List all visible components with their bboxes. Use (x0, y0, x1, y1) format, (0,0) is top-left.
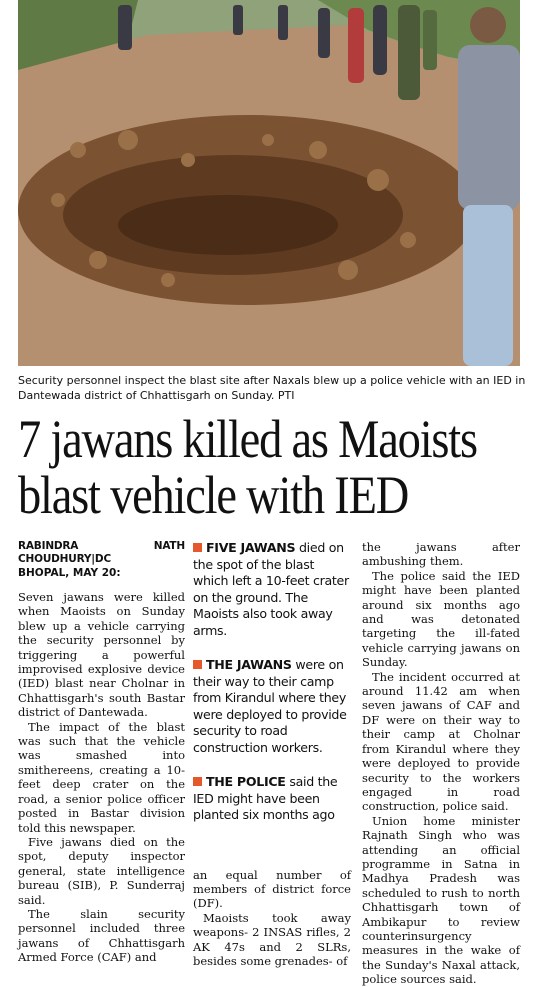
paragraph: the jawans after ambushing them. (362, 540, 520, 569)
highlight-text: were on their way to their camp from Kirandul where they were deployed to provide security to road construction workers. (193, 657, 347, 755)
square-bullet-icon (193, 660, 202, 669)
article-column-3 (362, 540, 520, 987)
photo-caption: Security personnel inspect the blast site after Naxals blew up a police vehicle with an IED in Dantewada district of Chhattisgarh on Sunday. PTI (18, 374, 526, 402)
square-bullet-icon (193, 777, 202, 786)
paragraph: Maoists took away weapons- 2 INSAS rifles, 2 AK 47s and 2 SLRs, besides some grenades- of (193, 910, 351, 968)
highlight-lead: THE JAWANS (206, 657, 292, 672)
news-photo (18, 0, 520, 366)
paragraph: Five jawans died on the spot, deputy inspector general, state intelligence bureau (SIB), P. Sunderraj said. (18, 834, 185, 907)
highlight-box (193, 657, 351, 756)
paragraph: The incident occurred at around 11.42 am when seven jawans of CAF and DF were on their way to their camp at Cholnar from Kirandul where they were deployed to provide security to the workers engaged in road construction, police said. (362, 669, 520, 814)
highlight-box (193, 540, 351, 639)
highlight-lead: FIVE JAWANS (206, 540, 296, 555)
paragraph: The police said the IED might have been planted around six months ago and was detonated targeting the ill-fated vehicle carrying jawans on Sunday. (362, 568, 520, 670)
byline-author: RABINDRA NATH CHOUDHURY|DC (18, 540, 185, 565)
paragraph: an equal number of members of district force (DF). (193, 867, 351, 911)
headline (18, 409, 477, 525)
highlight-lead: THE POLICE (206, 774, 286, 789)
square-bullet-icon (193, 543, 202, 552)
headline-line-2: blast vehicle with IED (18, 465, 409, 525)
byline-dateline: BHOPAL, MAY 20: (18, 567, 121, 579)
paragraph: The slain security personnel included three jawans of Chhattisgarh Armed Force (CAF) and (18, 906, 185, 965)
article-column-2 (193, 540, 351, 968)
headline-line-1: 7 jawans killed as Maoists (18, 409, 477, 469)
article-column-1 (18, 540, 185, 965)
highlight-box (193, 774, 351, 824)
blast-crater-photo (18, 0, 520, 366)
highlight-text: said the IED might have been planted six months ago (193, 774, 338, 822)
paragraph: Union home minister Rajnath Singh who was attending an official programme in Satna in Madhya Pradesh was scheduled to rush to north Chhattisgarh town of Ambikapur to review counterinsurgency measures in the wake of the Sunday's Naxal attack, police sources said. (362, 813, 520, 987)
paragraph: Seven jawans were killed when Maoists on Sunday blew up a vehicle carrying the security personnel by triggering a powerful improvised explosive device (IED) blast near Cholnar in Chhattisgarh's south Bastar district of Dantewada. (18, 590, 185, 720)
highlight-text: died on the spot of the blast which left a 10-feet crater on the ground. The Maoists also took away arms. (193, 540, 349, 638)
paragraph: The impact of the blast was such that the vehicle was smashed into smithereens, creating a 10-feet deep crater on the road, a senior police officer posted in Bastar division told this newspaper. (18, 719, 185, 835)
